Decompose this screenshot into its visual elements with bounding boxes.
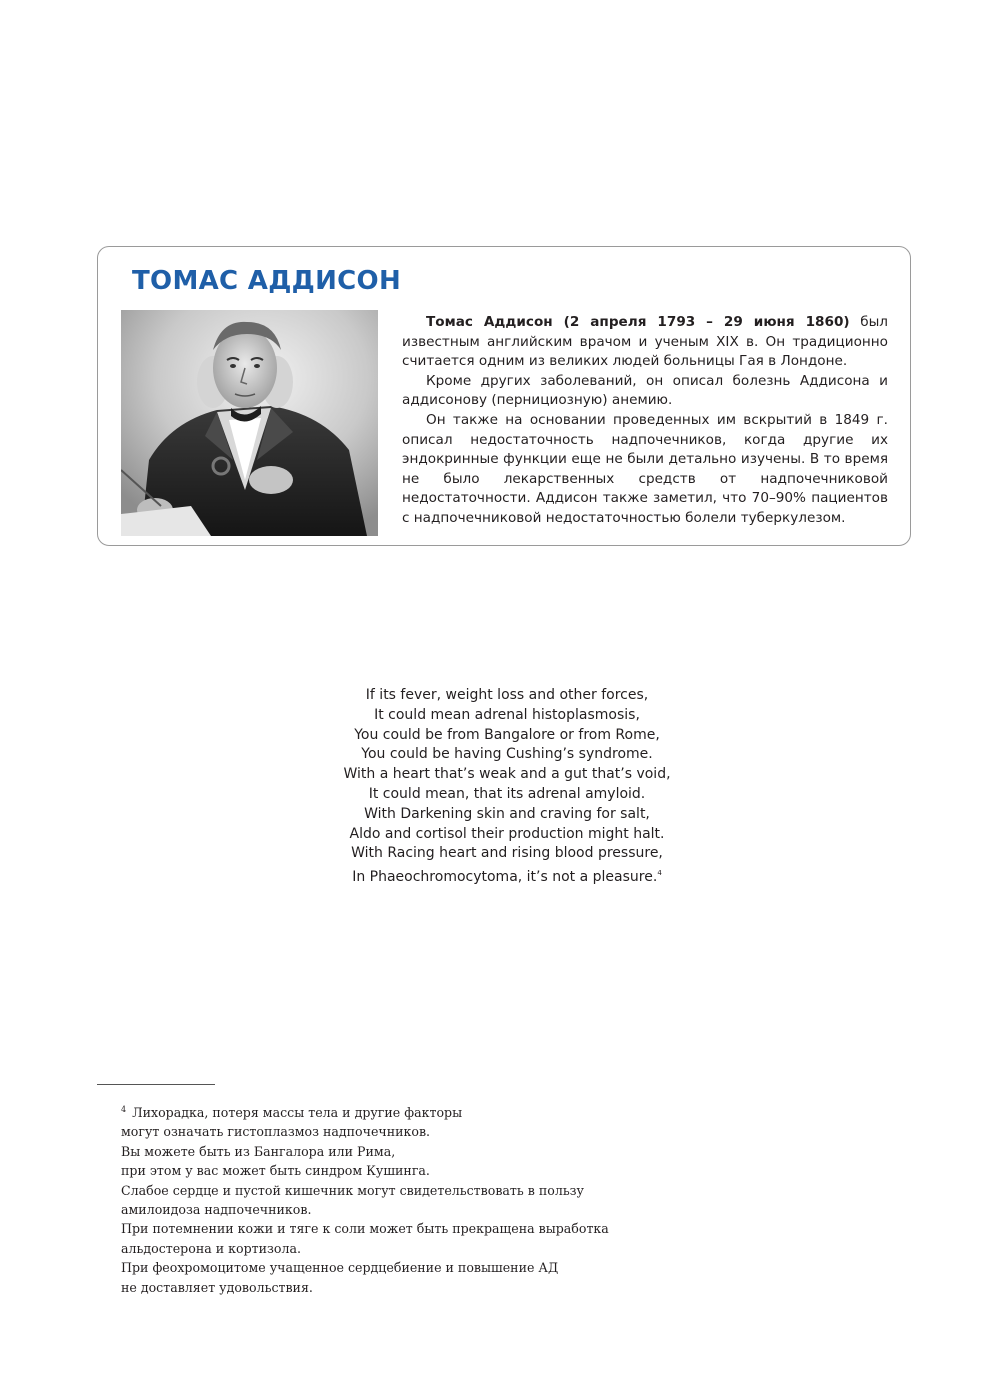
poem-line: It could mean, that its adrenal amyloid. <box>368 785 646 802</box>
portrait-image <box>121 310 378 536</box>
poem-line: You could be from Bangalore or from Rome, <box>354 726 660 743</box>
footnote-line: При потемнении кожи и тяге к соли может быть прекращена выработка <box>121 1221 609 1237</box>
footnote-line: Слабое сердце и пустой кишечник могут свидетельствовать в пользу <box>121 1182 584 1198</box>
biography-paragraph: Кроме других заболеваний, он описал болезнь Аддисона и аддисонову (пернициозную) анемию. <box>402 372 888 409</box>
footnote-divider <box>97 1084 215 1085</box>
footnote-line: при этом у вас может быть синдром Кушинга. <box>121 1163 430 1179</box>
footnote-line: При феохромоцитоме учащенное сердцебиение и повышение АД <box>121 1260 559 1276</box>
poem-line: With Darkening skin and craving for salt, <box>364 805 650 822</box>
poem-line: You could be having Cushing’s syndrome. <box>361 746 653 763</box>
footnote-line: Вы можете быть из Бангалора или Рима, <box>121 1143 396 1159</box>
biography-title: ТОМАС АДДИСОН <box>132 266 402 296</box>
footnote-line: не доставляет удовольствия. <box>121 1279 313 1295</box>
biography-paragraph <box>402 313 888 372</box>
footnote-reference[interactable]: 4 <box>657 869 662 878</box>
footnote <box>121 1100 681 1297</box>
biography-paragraph: Он также на основании проведенных им вскрытий в 1849 г. описал недостаточность надпочечников, когда другие их эндокринные функции еще не были детально изучены. В то время не было лекарственных средств от надпочечниковой недостаточности. Аддисон также заметил, что 70–90% пациентов с надпочечниковой недостаточностью болели туберкулезом. <box>402 411 888 526</box>
poem-line: With a heart that’s weak and a gut that’s void, <box>343 766 671 783</box>
biography-paragraph-rest: был известным английским врачом и ученым XIX в. Он традиционно считается одним из великих людей больницы Гая в Лондоне. <box>402 314 888 370</box>
poem-line-last <box>300 864 714 888</box>
footnote-line: альдостерона и кортизола. <box>121 1240 301 1256</box>
biography-text <box>402 313 888 529</box>
poem-line: With Racing heart and rising blood pressure, <box>351 845 663 862</box>
poem-line: It could mean adrenal histoplasmosis, <box>374 706 640 723</box>
footnote-marker: 4 <box>121 1105 127 1114</box>
footnote-line: могут означать гистоплазмоз надпочечников. <box>121 1124 431 1140</box>
poem-line: If its fever, weight loss and other forces, <box>365 687 649 703</box>
poem-line: Aldo and cortisol their production might halt. <box>349 825 665 842</box>
footnote-line <box>121 1100 681 1122</box>
poem-line: In Phaeochromocytoma, it’s not a pleasure. <box>352 869 658 886</box>
poem <box>300 686 714 888</box>
biography-name-dates: Томас Аддисон (2 апреля 1793 – 29 июня 1860) <box>426 314 850 330</box>
footnote-text: Лихорадка, потеря массы тела и другие факторы <box>132 1105 463 1120</box>
footnote-line: амилоидоза надпочечников. <box>121 1202 312 1218</box>
